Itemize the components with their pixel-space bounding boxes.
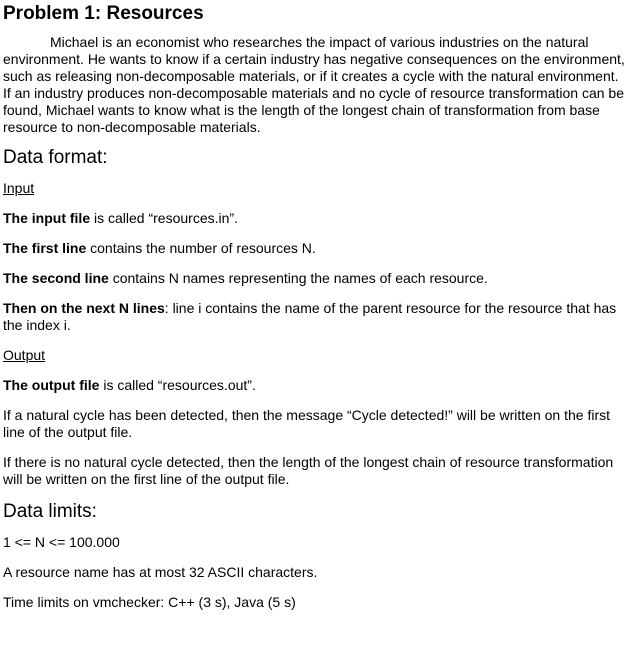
- time-limit-paragraph: Time limits on vmchecker: C++ (3 s), Java (5 s): [3, 594, 296, 610]
- cycle-paragraph: If a natural cycle has been detected, then the message “Cycle detected!” will be written on the first line of the output file.: [3, 407, 610, 440]
- next-lines-label: Then on the next N lines: [3, 300, 165, 316]
- no-cycle-paragraph: If there is no natural cycle detected, then the length of the longest chain of resource transformation will be written on the first line of the output file.: [3, 454, 614, 487]
- name-limit-paragraph: A resource name has at most 32 ASCII characters.: [3, 564, 318, 580]
- problem-description: Michael is an economist who researches the impact of various industries on the natural environment. He wants to know if a certain industry has negative consequences on the environment, such as releasing non-decomposable materials, or if it creates a cycle with the natural environment. If an industry produces non-decomposable materials and no cycle of resource transformation can be found, Michael wants to know what is the length of the longest chain of transformation from base resource to non-decomposable materials.: [3, 34, 625, 135]
- output-file-text: is called “resources.out”.: [99, 377, 256, 393]
- first-line-paragraph: [3, 240, 630, 257]
- output-file-paragraph: [3, 377, 630, 394]
- second-line-paragraph: [3, 270, 630, 287]
- n-limit-paragraph: 1 <= N <= 100.000: [3, 534, 120, 550]
- input-file-paragraph: [3, 210, 630, 227]
- first-line-label: The first line: [3, 240, 87, 256]
- output-file-label: The output file: [3, 377, 100, 393]
- next-lines-text: : line i contains the name of the parent resource for the resource that has the index i.: [3, 300, 617, 333]
- problem-title: Problem 1: Resources: [3, 3, 204, 24]
- first-line-text: contains the number of resources N.: [86, 240, 316, 256]
- input-file-label: The input file: [3, 210, 91, 226]
- next-lines-paragraph: [3, 300, 630, 334]
- data-limits-heading: Data limits:: [3, 501, 97, 522]
- output-subheading: Output: [3, 347, 46, 363]
- input-subheading: Input: [3, 180, 35, 196]
- second-line-label: The second line: [3, 270, 109, 286]
- second-line-text: contains N names representing the names of each resource.: [108, 270, 488, 286]
- data-format-heading: Data format:: [3, 147, 108, 168]
- input-file-text: is called “resources.in”.: [90, 210, 238, 226]
